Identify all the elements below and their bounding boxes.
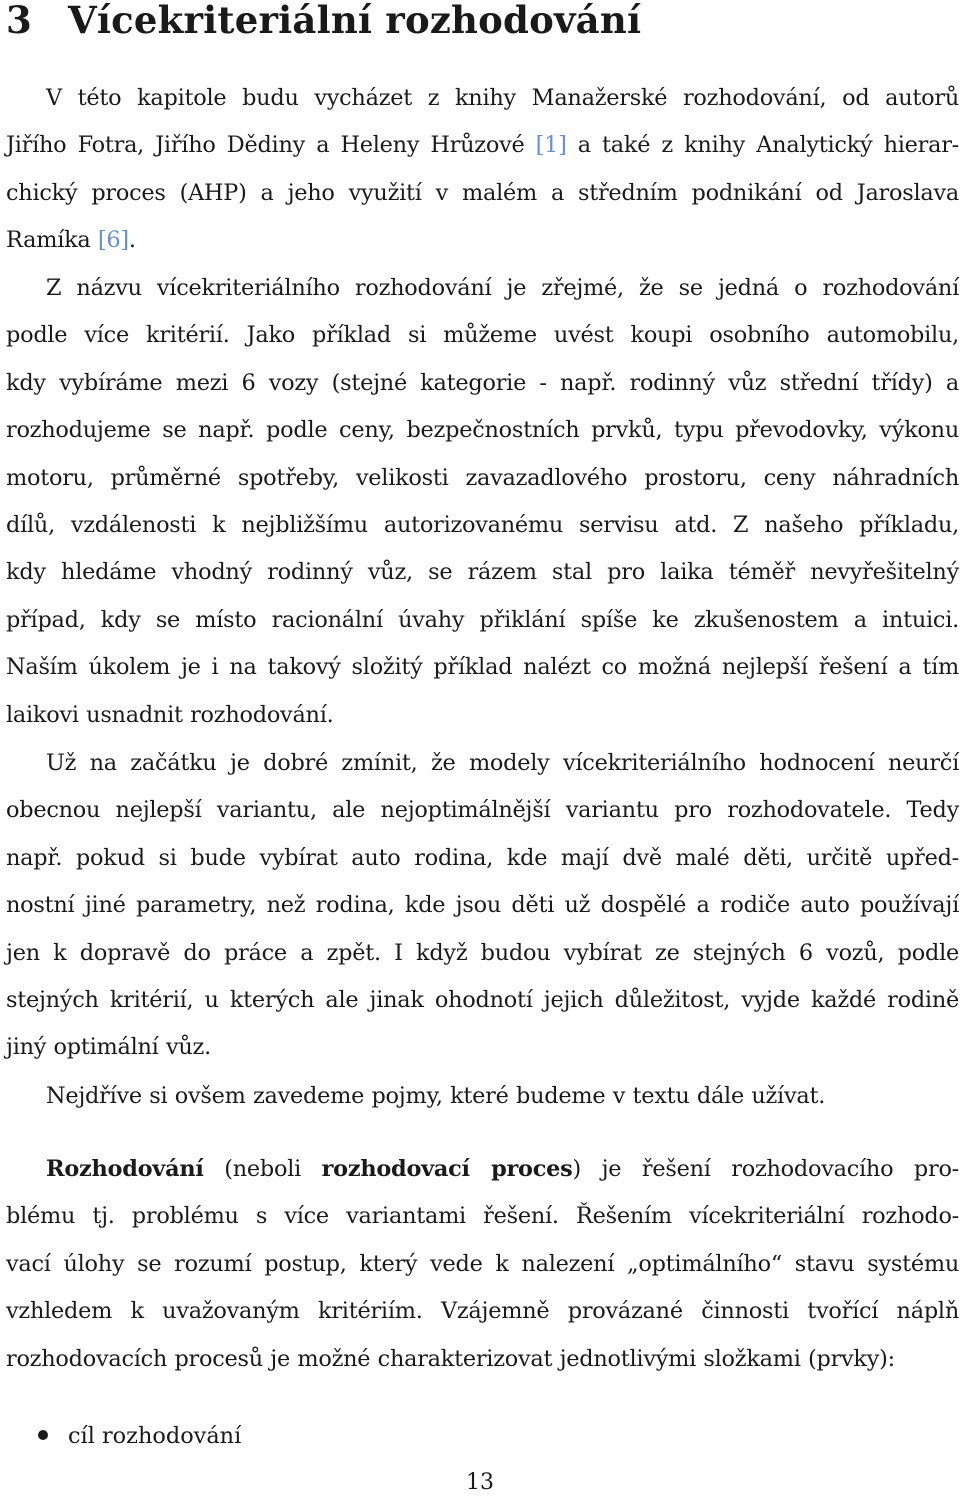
text-line: vzhledem k uvažovaným kritériím. Vzájemně provázané činnosti tvořící náplň <box>6 1298 959 1325</box>
text-line: vací úlohy se rozumí postup, který vede k nalezení „optimálního“ stavu systému <box>6 1250 959 1277</box>
page-number: 13 <box>466 1470 494 1495</box>
citation-link[interactable]: [1] <box>535 132 567 159</box>
text-line: blému tj. problému s více variantami řešení. Řešením vícekriteriální rozhodo- <box>6 1203 959 1230</box>
text-span: . <box>128 227 136 254</box>
chapter-number: 3 <box>6 0 32 42</box>
text-line: podle více kritérií. Jako příklad si můžeme uvést koupi osobního automobilu, <box>6 322 959 349</box>
text-line <box>6 122 959 169</box>
text-span: Jiřího Fotra, Jiřího Dědiny a Heleny Hrůzové <box>6 132 536 159</box>
paragraph-decision-definition <box>6 1146 959 1383</box>
text-line: případ, kdy se místo racionální úvahy přiklání spíše ke zkušenostem a intuici. <box>6 606 959 633</box>
term-bold: Rozhodování <box>46 1156 204 1182</box>
list-item-label: cíl rozhodování <box>68 1423 242 1449</box>
text-line <box>6 1146 959 1193</box>
list-item <box>38 1413 241 1460</box>
paragraph-terms-intro <box>6 1073 959 1120</box>
text-line: rozhodovacích procesů je možné charakterizovat jednotlivými složkami (prvky): <box>6 1345 895 1372</box>
text-line: Z názvu vícekriteriálního rozhodování je zřejmé, že se jedná o rozhodování <box>46 275 959 301</box>
text-line: Nejdříve si ovšem zavedeme pojmy, které budeme v textu dále užívat. <box>46 1083 826 1109</box>
bullet-icon <box>38 1430 48 1440</box>
text-line: např. pokud si bude vybírat auto rodina, kde mají dvě malé děti, určitě upřed- <box>6 844 959 871</box>
text-line: Naším úkolem je i na takový složitý příklad nalézt co možná nejlepší řešení a tím <box>6 654 959 681</box>
text-line: nostní jiné parametry, než rodina, kde jsou děti už dospělé a rodiče auto používají <box>6 892 959 919</box>
chapter-heading <box>6 0 641 42</box>
text-line: rozhodujeme se např. podle ceny, bezpečnostních prvků, typu převodovky, výkonu <box>6 417 959 444</box>
text-line: laikovi usnadnit rozhodování. <box>6 701 334 728</box>
text-line: stejných kritérií, u kterých ale jinak ohodnotí jejich důležitost, vyjde každé rodině <box>6 987 959 1014</box>
text-line <box>6 217 959 264</box>
paragraph-definition <box>6 265 959 739</box>
citation-link[interactable]: [6] <box>97 227 129 254</box>
text-line: jiný optimální vůz. <box>6 1034 211 1061</box>
text-span: a také z knihy Analytický hierar- <box>566 132 959 159</box>
text-span: Ramíka <box>6 227 98 254</box>
text-line: motoru, průměrné spotřeby, velikosti zavazadlového prostoru, ceny náhradních <box>6 464 959 491</box>
text-span: ) je řešení rozhodovacího pro- <box>572 1156 959 1182</box>
text-line: V této kapitole budu vycházet z knihy Manažerské rozhodování, od autorů <box>46 85 959 111</box>
paragraph-intro <box>6 75 959 265</box>
text-line: kdy hledáme vhodný rodinný vůz, se rázem stal pro laika téměř nevyřešitelný <box>6 559 959 586</box>
text-line: dílů, vzdálenosti k nejbližšímu autorizovanému servisu atd. Z našeho příkladu, <box>6 512 959 539</box>
term-bold: rozhodovací proces <box>321 1156 573 1182</box>
text-span: (neboli <box>203 1156 322 1182</box>
text-line: obecnou nejlepší variantu, ale nejoptimálnější variantu pro rozhodovatele. Tedy <box>6 797 959 824</box>
chapter-title: Vícekriteriální rozhodování <box>68 0 642 42</box>
text-line: Už na začátku je dobré zmínit, že modely vícekriteriálního hodnocení neurčí <box>46 750 959 776</box>
text-line: kdy vybíráme mezi 6 vozy (stejné kategorie - např. rodinný vůz střední třídy) a <box>6 369 959 396</box>
paragraph-models <box>6 740 959 1072</box>
text-line: jen k dopravě do práce a zpět. I když budou vybírat ze stejných 6 vozů, podle <box>6 939 959 966</box>
text-line: chický proces (AHP) a jeho využití v malém a středním podnikání od Jaroslava <box>6 179 959 206</box>
